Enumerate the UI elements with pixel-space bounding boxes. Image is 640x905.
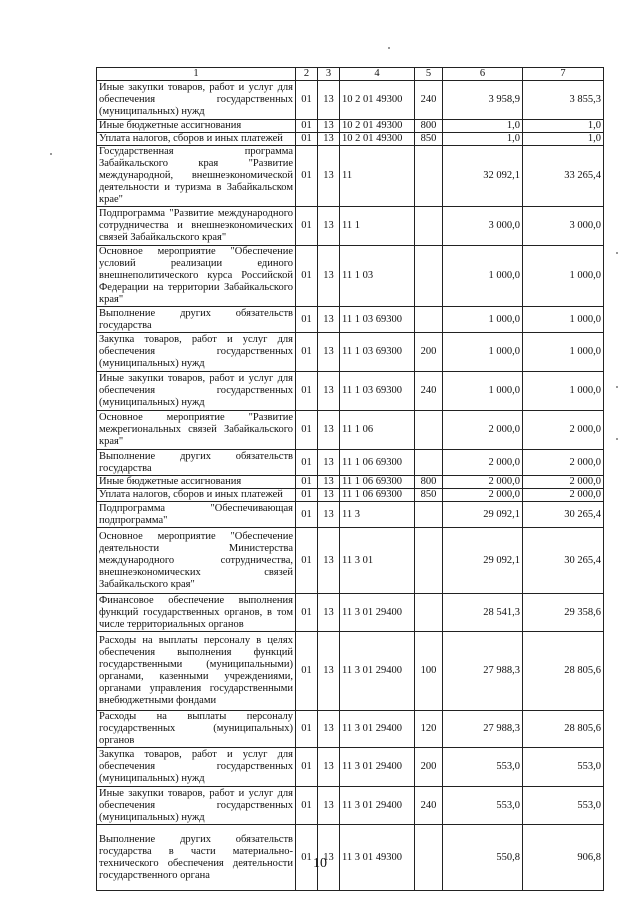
row-c7-cell: 3 855,3: [523, 81, 604, 120]
row-c3-cell: 13: [318, 476, 340, 489]
row-c6-cell: 2 000,0: [443, 489, 523, 502]
row-c5-cell: [415, 502, 443, 528]
row-c3-cell: 13: [318, 207, 340, 246]
row-name-cell: Государственная программа Забайкальского края "Развитие международной, внешнеэкономической деятельности и туризма в Забайкальском крае": [97, 146, 296, 207]
row-c4-cell: 11: [340, 146, 415, 207]
row-c7-cell: 3 000,0: [523, 207, 604, 246]
row-c6-cell: 550,8: [443, 825, 523, 891]
row-c7-cell: 553,0: [523, 787, 604, 825]
row-c5-cell: 850: [415, 489, 443, 502]
table-row: [97, 502, 604, 528]
row-c7-cell: 1 000,0: [523, 307, 604, 333]
row-c3-cell: 13: [318, 146, 340, 207]
scan-speck: [616, 386, 618, 388]
row-c3-cell: 13: [318, 632, 340, 711]
row-c4-cell: 11 1 03 69300: [340, 372, 415, 411]
row-c3-cell: 13: [318, 81, 340, 120]
row-c3-cell: 13: [318, 372, 340, 411]
row-c6-cell: 2 000,0: [443, 476, 523, 489]
row-c4-cell: 11 3 01 29400: [340, 787, 415, 825]
row-c7-cell: 2 000,0: [523, 411, 604, 450]
row-c6-cell: 29 092,1: [443, 528, 523, 594]
row-c2-cell: 01: [296, 246, 318, 307]
row-c2-cell: 01: [296, 748, 318, 787]
row-c3-cell: 13: [318, 594, 340, 632]
row-c7-cell: 1 000,0: [523, 246, 604, 307]
budget-table: [96, 67, 604, 891]
column-header: 4: [340, 68, 415, 81]
table-row: [97, 632, 604, 711]
table-row: [97, 476, 604, 489]
row-name-cell: Выполнение других обязательств государства: [97, 450, 296, 476]
row-c3-cell: 13: [318, 411, 340, 450]
row-c5-cell: 200: [415, 333, 443, 372]
row-c5-cell: [415, 450, 443, 476]
scan-speck: [616, 252, 618, 254]
row-c2-cell: 01: [296, 787, 318, 825]
row-c5-cell: 800: [415, 120, 443, 133]
row-c4-cell: 11 3: [340, 502, 415, 528]
row-c6-cell: 3 000,0: [443, 207, 523, 246]
row-name-cell: Иные бюджетные ассигнования: [97, 120, 296, 133]
row-c7-cell: 1,0: [523, 120, 604, 133]
table-row: [97, 787, 604, 825]
row-c5-cell: [415, 207, 443, 246]
row-c3-cell: 13: [318, 825, 340, 891]
row-c3-cell: 13: [318, 120, 340, 133]
row-name-cell: Расходы на выплаты персоналу государственных (муниципальных) органов: [97, 711, 296, 748]
scan-speck: [50, 153, 52, 155]
row-name-cell: Расходы на выплаты персоналу в целях обеспечения выполнения функций государственными (муниципальными) органами, казенными учреждениями, органами управления государственными внебюджетными фондами: [97, 632, 296, 711]
table-row: [97, 120, 604, 133]
row-c5-cell: [415, 307, 443, 333]
row-c4-cell: 11 1 06: [340, 411, 415, 450]
table-row: [97, 207, 604, 246]
row-c5-cell: [415, 594, 443, 632]
row-name-cell: Основное мероприятие "Развитие межрегиональных связей Забайкальского края": [97, 411, 296, 450]
table-row: [97, 133, 604, 146]
row-c6-cell: 553,0: [443, 748, 523, 787]
row-c7-cell: 29 358,6: [523, 594, 604, 632]
column-header: 3: [318, 68, 340, 81]
row-c2-cell: 01: [296, 120, 318, 133]
row-name-cell: Основное мероприятие "Обеспечение условий реализации единого внешнеполитического курса Российской Федерации на территории Забайкальского края": [97, 246, 296, 307]
row-name-cell: Закупка товаров, работ и услуг для обеспечения государственных (муниципальных) нужд: [97, 333, 296, 372]
row-c7-cell: 2 000,0: [523, 489, 604, 502]
row-c5-cell: 200: [415, 748, 443, 787]
row-c2-cell: 01: [296, 333, 318, 372]
row-c4-cell: 11 1 06 69300: [340, 476, 415, 489]
row-c2-cell: 01: [296, 133, 318, 146]
row-c4-cell: 11 1 03: [340, 246, 415, 307]
table-row: [97, 594, 604, 632]
table-row: [97, 528, 604, 594]
row-c3-cell: 13: [318, 333, 340, 372]
row-c4-cell: 11 3 01 29400: [340, 748, 415, 787]
scan-speck: [616, 438, 618, 440]
row-c6-cell: 2 000,0: [443, 450, 523, 476]
row-c4-cell: 11 1: [340, 207, 415, 246]
row-c2-cell: 01: [296, 594, 318, 632]
table-row: [97, 489, 604, 502]
row-c3-cell: 13: [318, 246, 340, 307]
table-row: [97, 372, 604, 411]
row-c4-cell: 11 1 03 69300: [340, 307, 415, 333]
row-c4-cell: 11 1 03 69300: [340, 333, 415, 372]
row-c6-cell: 27 988,3: [443, 711, 523, 748]
row-c7-cell: 30 265,4: [523, 528, 604, 594]
column-header: 1: [97, 68, 296, 81]
row-c7-cell: 2 000,0: [523, 450, 604, 476]
scan-speck: [388, 47, 390, 49]
row-name-cell: Иные закупки товаров, работ и услуг для обеспечения государственных (муниципальных) нужд: [97, 787, 296, 825]
row-name-cell: Иные закупки товаров, работ и услуг для обеспечения государственных (муниципальных) нужд: [97, 81, 296, 120]
row-c4-cell: 11 3 01 49300: [340, 825, 415, 891]
row-c3-cell: 13: [318, 711, 340, 748]
page-number: 10: [313, 856, 327, 871]
row-c7-cell: 30 265,4: [523, 502, 604, 528]
row-c6-cell: 1 000,0: [443, 372, 523, 411]
row-c5-cell: [415, 411, 443, 450]
row-c3-cell: 13: [318, 307, 340, 333]
row-c4-cell: 11 3 01 29400: [340, 632, 415, 711]
row-name-cell: Выполнение других обязательств государства в части материально-технического обеспечения деятельности государственного органа: [97, 825, 296, 891]
row-c2-cell: 01: [296, 411, 318, 450]
row-c6-cell: 1 000,0: [443, 246, 523, 307]
table-header-row: [97, 68, 604, 81]
row-c2-cell: 01: [296, 711, 318, 748]
table-row: [97, 711, 604, 748]
row-name-cell: Иные бюджетные ассигнования: [97, 476, 296, 489]
table-row: [97, 748, 604, 787]
row-c6-cell: 27 988,3: [443, 632, 523, 711]
row-c5-cell: [415, 246, 443, 307]
row-c2-cell: 01: [296, 528, 318, 594]
row-c7-cell: 28 805,6: [523, 632, 604, 711]
row-c4-cell: 10 2 01 49300: [340, 133, 415, 146]
row-c6-cell: 28 541,3: [443, 594, 523, 632]
row-c5-cell: 850: [415, 133, 443, 146]
row-c3-cell: 13: [318, 450, 340, 476]
table-row: [97, 81, 604, 120]
row-c3-cell: 13: [318, 133, 340, 146]
table-row: [97, 246, 604, 307]
row-c5-cell: 120: [415, 711, 443, 748]
row-c6-cell: 1 000,0: [443, 333, 523, 372]
row-c4-cell: 11 1 06 69300: [340, 489, 415, 502]
column-header: 2: [296, 68, 318, 81]
row-name-cell: Основное мероприятие "Обеспечение деятельности Министерства международного сотрудничества, внешнеэкономических связей Забайкальского края": [97, 528, 296, 594]
table-row: [97, 825, 604, 891]
row-c2-cell: 01: [296, 632, 318, 711]
row-c5-cell: 100: [415, 632, 443, 711]
row-c7-cell: 1 000,0: [523, 333, 604, 372]
table-row: [97, 333, 604, 372]
row-c7-cell: 1,0: [523, 133, 604, 146]
row-c6-cell: 2 000,0: [443, 411, 523, 450]
row-c7-cell: 553,0: [523, 748, 604, 787]
row-name-cell: Подпрограмма "Развитие международного сотрудничества и внешнеэкономических связей Забайкальского края": [97, 207, 296, 246]
row-c2-cell: 01: [296, 489, 318, 502]
row-c7-cell: 2 000,0: [523, 476, 604, 489]
row-c5-cell: [415, 528, 443, 594]
row-c4-cell: 11 3 01 29400: [340, 594, 415, 632]
column-header: 7: [523, 68, 604, 81]
row-name-cell: Финансовое обеспечение выполнения функций государственных органов, в том числе территориальных органов: [97, 594, 296, 632]
row-name-cell: Уплата налогов, сборов и иных платежей: [97, 489, 296, 502]
row-c3-cell: 13: [318, 787, 340, 825]
row-c4-cell: 10 2 01 49300: [340, 120, 415, 133]
row-c2-cell: 01: [296, 307, 318, 333]
row-c5-cell: 240: [415, 787, 443, 825]
row-c3-cell: 13: [318, 489, 340, 502]
row-c2-cell: 01: [296, 502, 318, 528]
row-c4-cell: 10 2 01 49300: [340, 81, 415, 120]
table-row: [97, 146, 604, 207]
table-row: [97, 411, 604, 450]
row-c2-cell: 01: [296, 450, 318, 476]
row-c4-cell: 11 3 01 29400: [340, 711, 415, 748]
table-row: [97, 307, 604, 333]
row-c2-cell: 01: [296, 825, 318, 891]
row-c6-cell: 1 000,0: [443, 307, 523, 333]
row-c5-cell: 800: [415, 476, 443, 489]
row-c2-cell: 01: [296, 476, 318, 489]
row-c6-cell: 32 092,1: [443, 146, 523, 207]
row-name-cell: Выполнение других обязательств государства: [97, 307, 296, 333]
row-c4-cell: 11 1 06 69300: [340, 450, 415, 476]
row-c5-cell: 240: [415, 81, 443, 120]
row-c6-cell: 3 958,9: [443, 81, 523, 120]
row-name-cell: Уплата налогов, сборов и иных платежей: [97, 133, 296, 146]
row-c6-cell: 553,0: [443, 787, 523, 825]
row-c2-cell: 01: [296, 146, 318, 207]
row-name-cell: Закупка товаров, работ и услуг для обеспечения государственных (муниципальных) нужд: [97, 748, 296, 787]
row-name-cell: Подпрограмма "Обеспечивающая подпрограмма": [97, 502, 296, 528]
column-header: 5: [415, 68, 443, 81]
row-c6-cell: 1,0: [443, 120, 523, 133]
row-c7-cell: 1 000,0: [523, 372, 604, 411]
row-c2-cell: 01: [296, 207, 318, 246]
row-c3-cell: 13: [318, 528, 340, 594]
row-c5-cell: [415, 146, 443, 207]
row-c7-cell: 906,8: [523, 825, 604, 891]
row-c5-cell: 240: [415, 372, 443, 411]
row-name-cell: Иные закупки товаров, работ и услуг для обеспечения государственных (муниципальных) нужд: [97, 372, 296, 411]
table-row: [97, 450, 604, 476]
row-c7-cell: 33 265,4: [523, 146, 604, 207]
row-c2-cell: 01: [296, 372, 318, 411]
row-c4-cell: 11 3 01: [340, 528, 415, 594]
column-header: 6: [443, 68, 523, 81]
row-c3-cell: 13: [318, 748, 340, 787]
row-c2-cell: 01: [296, 81, 318, 120]
row-c7-cell: 28 805,6: [523, 711, 604, 748]
row-c6-cell: 1,0: [443, 133, 523, 146]
row-c6-cell: 29 092,1: [443, 502, 523, 528]
row-c5-cell: [415, 825, 443, 891]
row-c3-cell: 13: [318, 502, 340, 528]
